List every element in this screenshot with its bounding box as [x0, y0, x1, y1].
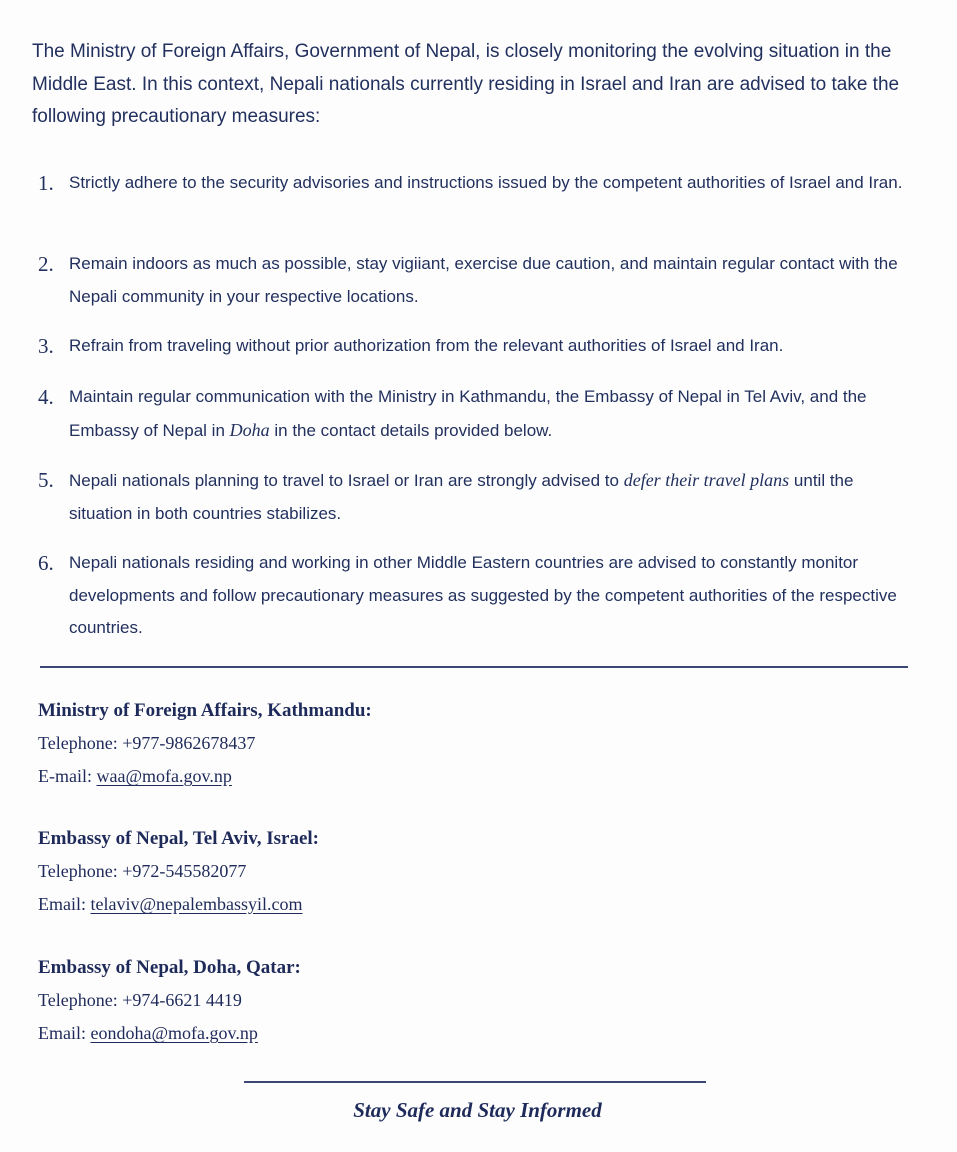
contact-title: Embassy of Nepal, Tel Aviv, Israel:: [38, 828, 319, 849]
phone-number: +972-545582077: [122, 861, 247, 881]
contact-email: [38, 888, 638, 921]
closing-tagline: [0, 1098, 957, 1123]
contact-email: [38, 1017, 638, 1050]
list-item: [38, 381, 918, 447]
email-label: E-mail:: [38, 766, 92, 786]
item-number: 3.: [38, 334, 54, 358]
item-text: Nepali nationals residing and working in other Middle Eastern countries are advised to constantly monitor developments and follow precautionary measures as suggested by the competent authorities of the respective countries.: [69, 553, 897, 637]
item-emphasis: Doha: [229, 419, 270, 440]
contact-phone: [38, 984, 638, 1017]
email-label: Email:: [38, 894, 86, 914]
list-item: [38, 167, 918, 200]
item-number: 5.: [38, 468, 54, 492]
phone-label: Telephone:: [38, 733, 118, 753]
item-emphasis: defer their travel plans: [623, 470, 790, 490]
item-text-part: until the situation in both countries stabilizes.: [69, 471, 854, 523]
item-text: Strictly adhere to the security advisories and instructions issued by the competent authorities of Israel and Iran.: [69, 173, 903, 192]
item-text-part: in the contact details provided below.: [269, 420, 553, 440]
contact-title: Embassy of Nepal, Doha, Qatar:: [38, 957, 301, 978]
list-item: [38, 464, 918, 530]
item-number: 4.: [38, 385, 54, 409]
contact-block-doha: [38, 952, 638, 1050]
email-link[interactable]: waa@mofa.gov.np: [96, 766, 232, 786]
contact-phone: [38, 727, 638, 760]
item-text: [69, 381, 918, 447]
phone-number: +974-6621 4419: [122, 990, 242, 1010]
contact-phone: [38, 855, 638, 888]
tagline-text: Stay Safe and Stay Informed: [353, 1098, 602, 1122]
email-link[interactable]: eondoha@mofa.gov.np: [90, 1023, 258, 1043]
list-item: [38, 547, 918, 645]
footer-divider: [244, 1081, 706, 1083]
item-text: Refrain from traveling without prior authorization from the relevant authorities of Israel and Iran.: [69, 336, 784, 355]
contact-email: [38, 760, 638, 793]
item-text: [69, 464, 918, 530]
contact-block-tel-aviv: [38, 823, 638, 921]
item-number: 6.: [38, 551, 54, 575]
item-text: Remain indoors as much as possible, stay vigiiant, exercise due caution, and maintain regular contact with the Nepali community in your respective locations.: [69, 254, 898, 306]
email-label: Email:: [38, 1023, 86, 1043]
phone-label: Telephone:: [38, 990, 118, 1010]
contact-title: Ministry of Foreign Affairs, Kathmandu:: [38, 700, 372, 721]
section-divider: [40, 666, 908, 668]
list-item: [38, 248, 918, 313]
list-item: [38, 330, 918, 363]
contact-block-mofa: [38, 695, 638, 793]
item-number: 2.: [38, 252, 54, 276]
item-number: 1.: [38, 171, 54, 195]
item-text-part: Maintain regular communication with the Ministry in Kathmandu, the Embassy of Nepal in Tel Aviv, and the Embassy of Nepal in: [69, 387, 867, 440]
email-link[interactable]: telaviv@nepalembassyil.com: [90, 894, 303, 914]
phone-label: Telephone:: [38, 861, 118, 881]
intro-paragraph: The Ministry of Foreign Affairs, Government of Nepal, is closely monitoring the evolving situation in the Middle East. In this context, Nepali nationals currently residing in Israel and Iran are advised to take the following precautionary measures:: [32, 41, 900, 127]
phone-number: +977-9862678437: [122, 733, 256, 753]
item-text-part: Nepali nationals planning to travel to Israel or Iran are strongly advised to: [69, 471, 624, 490]
